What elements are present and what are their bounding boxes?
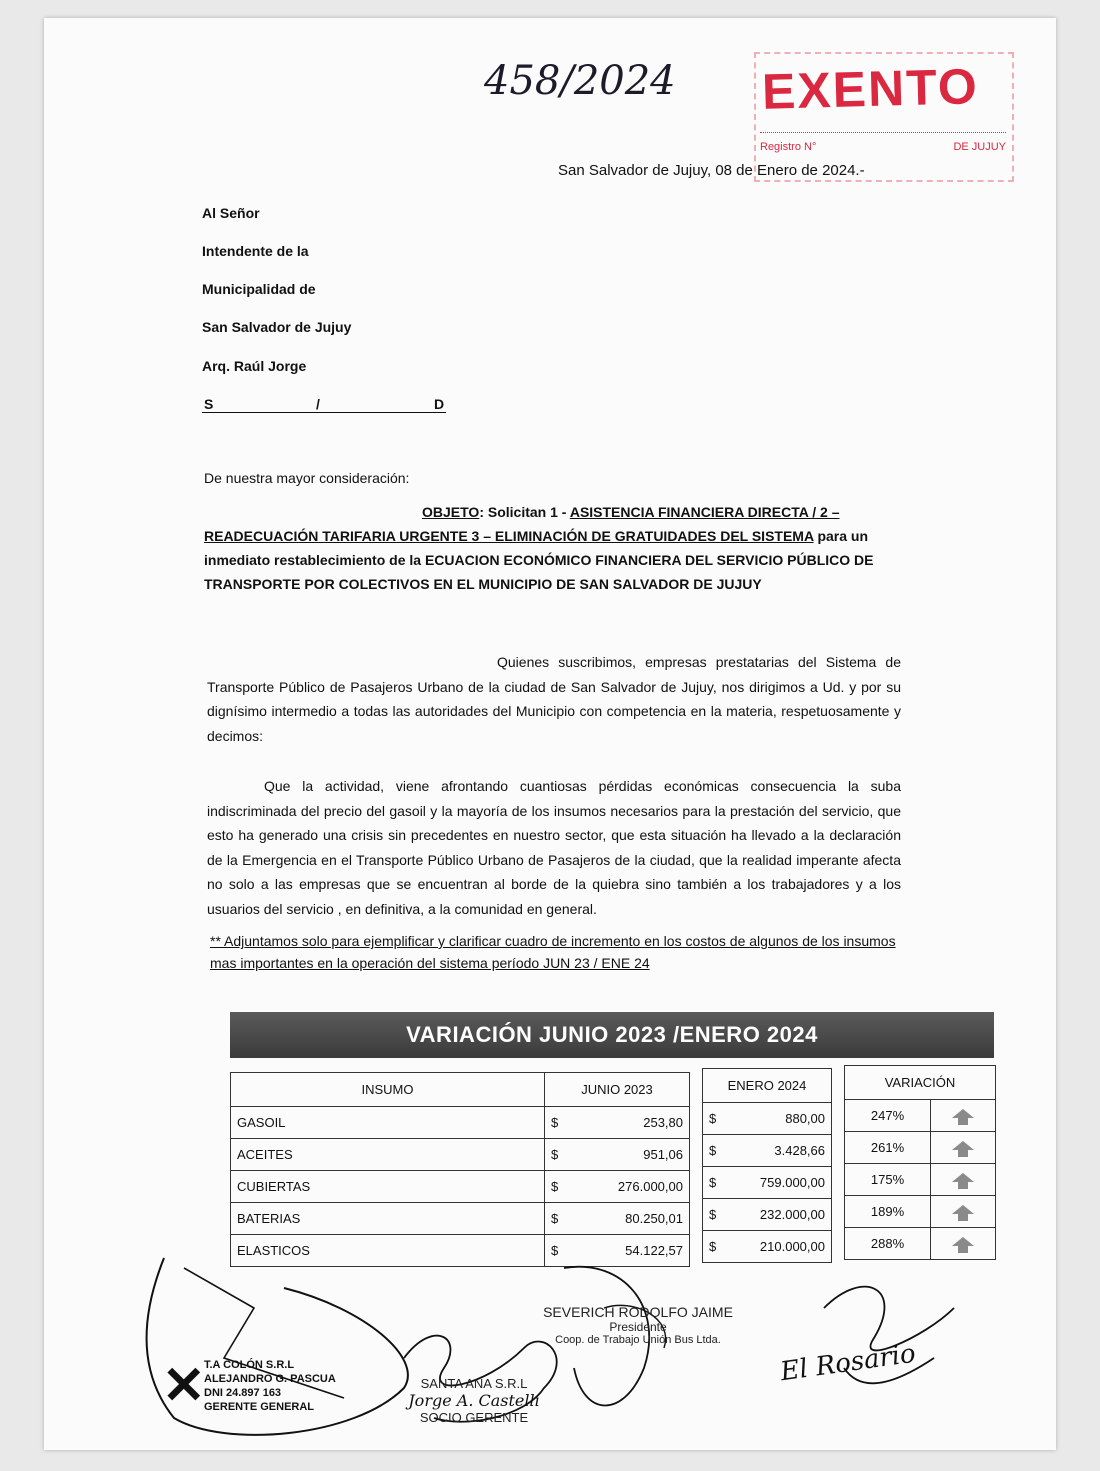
junio-cell: 253,80 [565,1107,690,1139]
objeto-requests: ASISTENCIA FINANCIERA DIRECTA / 2 – READECUACIÓN TARIFARIA URGENTE 3 – ELIMINACIÓN DE GRATUIDADES DEL SISTEMA [204,504,840,544]
table-row [703,1199,832,1231]
junio-cell: 80.250,01 [565,1203,690,1235]
table-row [845,1132,996,1164]
insumo-cell: ACEITES [231,1139,545,1171]
table-row [231,1203,690,1235]
stamp-small-text: Registro N° DE JUJUY [760,132,1006,153]
insumo-cell: ELASTICOS [231,1235,545,1267]
paragraph-1: Quienes suscribimos, empresas prestatarias del Sistema de Transporte Público de Pasajeros Urbano de la ciudad de San Salvador de Jujuy, nos dirigimos a Ud. y por su dignísimo intermedio a todas las autoridades del Municipio con competencia en la materia, respetuosamente y decimos: [207,654,901,744]
variacion-cell: 288% [845,1228,931,1260]
enero-cell: 3.428,66 [723,1135,832,1167]
up-arrow-icon [952,1237,974,1246]
sd-s: S [204,396,214,412]
up-arrow-icon [952,1141,974,1150]
colon-company: T.A COLÓN S.R.L [204,1359,295,1371]
table-insumo-junio [230,1072,690,1267]
address-line-1: Al Señor [202,205,260,221]
sd-line [202,396,446,413]
signature-x-mark: ✕ [162,1357,206,1415]
greeting: De nuestra mayor consideración: [204,470,410,486]
table-row [845,1164,996,1196]
table-banner: VARIACIÓN JUNIO 2023 /ENERO 2024 [230,1012,994,1058]
insumo-cell: BATERIAS [231,1203,545,1235]
union-bus-signer: SEVERICH RODOLFO JAIME [543,1304,733,1320]
handwritten-file-number: 458/2024 [484,58,676,104]
table-row [845,1100,996,1132]
objeto-label: OBJETO [422,504,480,520]
junio-cell: 276.000,00 [565,1171,690,1203]
currency-cell: $ [545,1235,565,1267]
objeto-paragraph: OBJETO: Solicitan 1 - ASISTENCIA FINANCIERA DIRECTA / 2 – READECUACIÓN TARIFARIA URGENTE 3 – ELIMINACIÓN DE GRATUIDADES DEL SISTEMA para un inmediato restablecimiento de la ECUACION ECONÓMICO FINANCIERA DEL SERVICIO PÚBLICO DE TRANSPORTE POR COLECTIVOS EN EL MUNICIPIO DE SAN SALVADOR DE JUJUY [204,504,874,592]
colon-signer: ALEJANDRO G. PASCUA [204,1373,336,1385]
currency-cell: $ [703,1199,723,1231]
signature-union-bus [538,1304,738,1346]
document-page [44,18,1056,1450]
table-variacion [844,1065,996,1260]
address-line-3: Municipalidad de [202,281,316,297]
santa-ana-signer: Jorge A. Castelli [408,1391,540,1410]
insumo-cell: GASOIL [231,1107,545,1139]
up-arrow-icon [952,1173,974,1182]
currency-cell: $ [545,1171,565,1203]
junio-cell: 951,06 [565,1139,690,1171]
enero-cell: 210.000,00 [723,1231,832,1263]
currency-cell: $ [703,1135,723,1167]
variacion-cell: 247% [845,1100,931,1132]
sd-d: D [434,396,445,412]
currency-cell: $ [545,1203,565,1235]
junio-cell: 54.122,57 [565,1235,690,1267]
insumo-cell: CUBIERTAS [231,1171,545,1203]
colon-dni: DNI 24.897 163 [204,1387,282,1399]
currency-cell: $ [703,1103,723,1135]
currency-cell: $ [545,1107,565,1139]
note-paragraph: ** Adjuntamos solo para ejemplificar y clarificar cuadro de incremento en los costos de algunos de los insumos mas importantes en la operación del sistema período JUN 23 / ENE 24 [210,933,896,971]
date-line: San Salvador de Jujuy, 08 de Enero de 2024.- [558,162,865,179]
up-arrow-icon [952,1109,974,1118]
currency-cell: $ [703,1167,723,1199]
table-row [703,1135,832,1167]
header-junio: JUNIO 2023 [545,1073,690,1107]
enero-cell: 232.000,00 [723,1199,832,1231]
paragraph-2: Que la actividad, viene afrontando cuantiosas pérdidas económicas consecuencia la suba indiscriminada del precio del gasoil y la mayoría de los insumos necesarios para la prestación del servicio, que esto ha generado una crisis sin precedentes en nuestro sector, que esta situación ha llevado a la declaración de la Emergencia en el Transporte Público Urbano de Pasajeros de la ciudad, que la realidad imperante afecta no solo a las empresas que se encuentran al borde de la quiebra sino también a los trabajadores y a los usuarios del servicio , en definitiva, a la comunidad en general. [207,778,901,917]
santa-ana-company: SANTA ANA S.R.L [420,1376,528,1391]
enero-cell: 759.000,00 [723,1167,832,1199]
table-enero [702,1068,832,1263]
table-row [703,1103,832,1135]
variacion-cell: 189% [845,1196,931,1228]
union-bus-company: Coop. de Trabajo Unión Bus Ltda. [555,1334,721,1346]
header-variacion: VARIACIÓN [845,1066,996,1100]
enero-cell: 880,00 [723,1103,832,1135]
currency-cell: $ [545,1139,565,1171]
table-row [231,1107,690,1139]
address-line-2: Intendente de la [202,243,309,259]
header-insumo: INSUMO [231,1073,545,1107]
variacion-cell: 261% [845,1132,931,1164]
up-arrow-icon [952,1205,974,1214]
variacion-cell: 175% [845,1164,931,1196]
table-row [231,1139,690,1171]
table-row [703,1167,832,1199]
address-line-4: San Salvador de Jujuy [202,319,352,335]
table-row [231,1171,690,1203]
colon-role: GERENTE GENERAL [204,1401,315,1413]
sd-slash: / [316,396,320,412]
stamp-word: EXENTO [761,58,980,120]
header-enero: ENERO 2024 [703,1069,832,1103]
union-bus-role: Presidente [609,1320,667,1334]
santa-ana-role: SOCIO GERENTE [419,1410,529,1425]
table-row [845,1196,996,1228]
signature-rosario: El Rosario [778,1338,918,1388]
currency-cell: $ [703,1231,723,1263]
address-line-5: Arq. Raúl Jorge [202,358,307,374]
signature-santa-ana [384,1376,564,1425]
